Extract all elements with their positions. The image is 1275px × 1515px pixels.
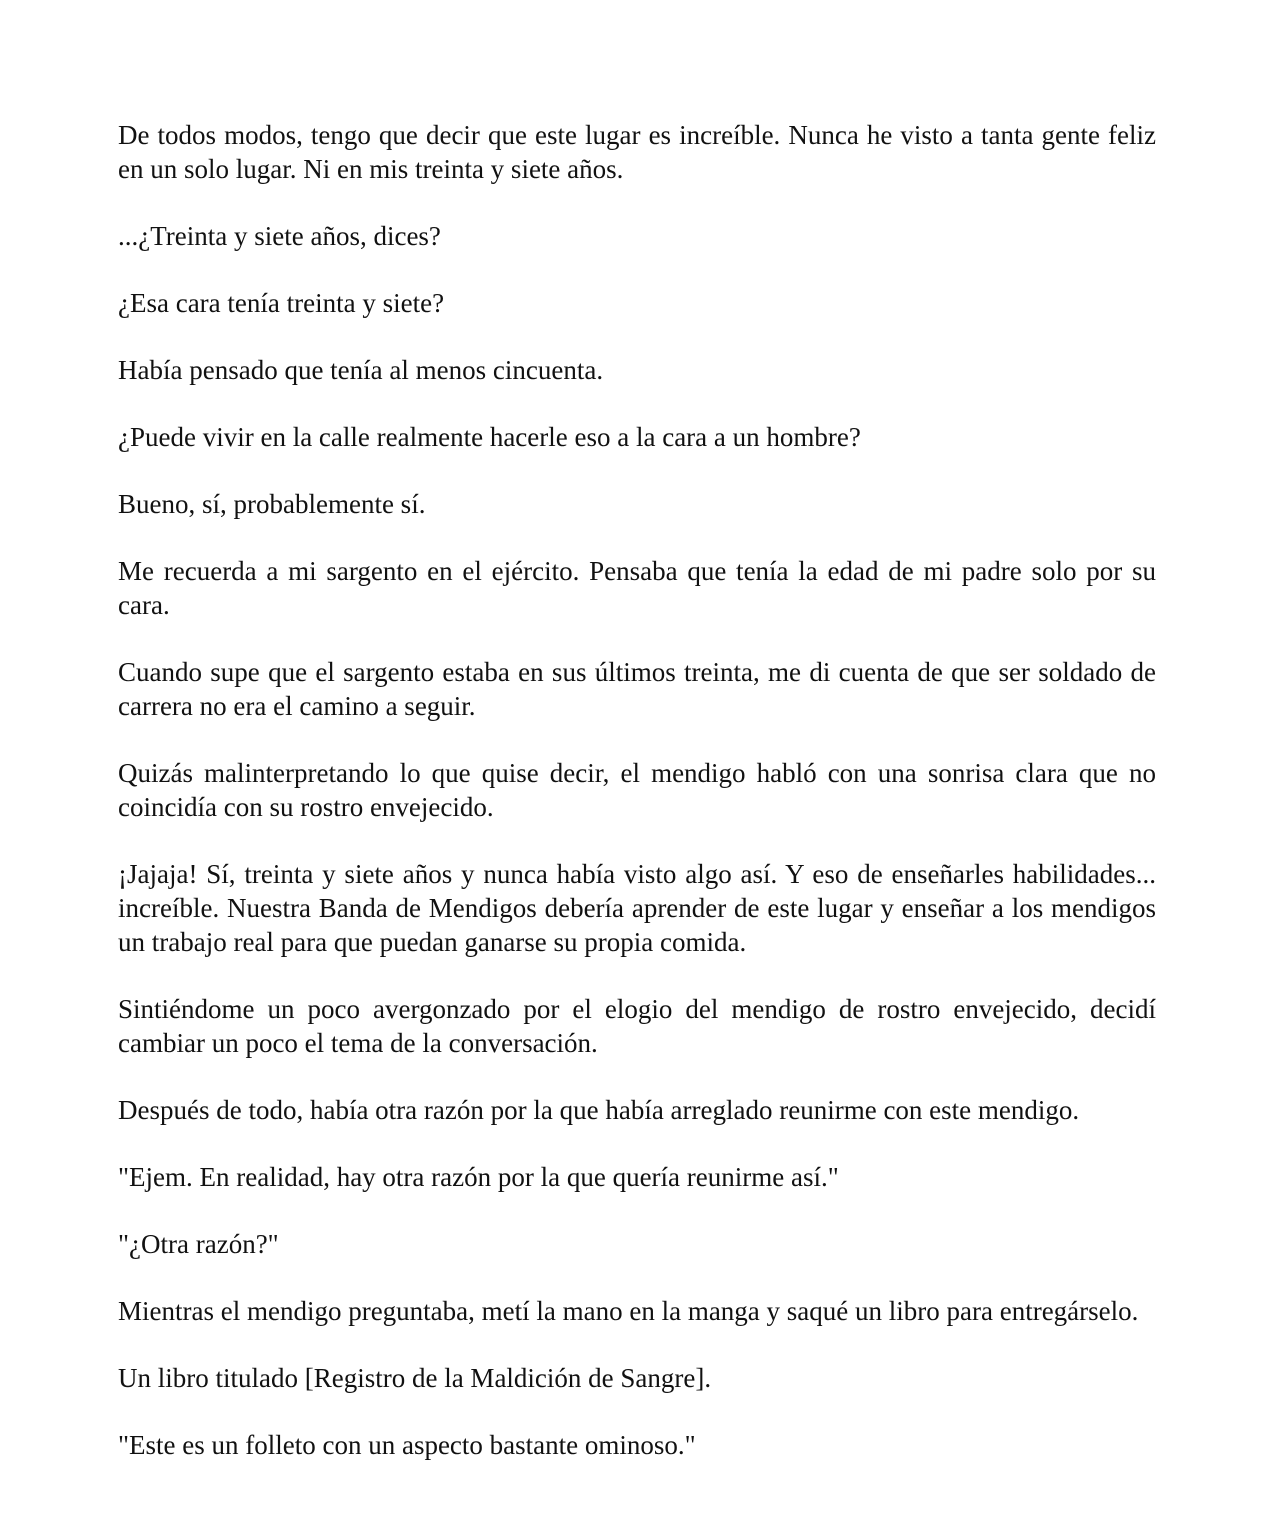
paragraph: "¿Otra razón?" [118, 1229, 279, 1259]
paragraph: Había pensado que tenía al menos cincuenta. [118, 355, 604, 385]
paragraph: Mientras el mendigo preguntaba, metí la mano en la manga y saqué un libro para entregárselo. [118, 1296, 1139, 1326]
paragraph: Me recuerda a mi sargento en el ejército. Pensaba que tenía la edad de mi padre solo por su cara. [118, 556, 1156, 620]
paragraph: "Ejem. En realidad, hay otra razón por la que quería reunirme así." [118, 1162, 839, 1192]
paragraph: De todos modos, tengo que decir que este lugar es increíble. Nunca he visto a tanta gente feliz en un solo lugar. Ni en mis treinta y siete años. [118, 120, 1156, 184]
paragraph: ¿Puede vivir en la calle realmente hacerle eso a la cara a un hombre? [118, 422, 861, 452]
paragraph: Quizás malinterpretando lo que quise decir, el mendigo habló con una sonrisa clara que no coincidía con su rostro envejecido. [118, 758, 1156, 822]
document-page [118, 118, 1156, 1495]
paragraph: Sintiéndome un poco avergonzado por el elogio del mendigo de rostro envejecido, decidí cambiar un poco el tema de la conversación. [118, 994, 1156, 1058]
paragraph: Bueno, sí, probablemente sí. [118, 489, 426, 519]
paragraph: "Este es un folleto con un aspecto bastante ominoso." [118, 1430, 696, 1460]
paragraph: ¿Esa cara tenía treinta y siete? [118, 288, 445, 318]
paragraph: ¡Jajaja! Sí, treinta y siete años y nunca había visto algo así. Y eso de enseñarles habilidades... increíble. Nuestra Banda de Mendigos debería aprender de este lugar y enseñar a los mendigos un trabajo real para que puedan ganarse su propia comida. [118, 859, 1156, 957]
paragraph: Después de todo, había otra razón por la que había arreglado reunirme con este mendigo. [118, 1095, 1080, 1125]
paragraph: Cuando supe que el sargento estaba en sus últimos treinta, me di cuenta de que ser soldado de carrera no era el camino a seguir. [118, 657, 1156, 721]
paragraph: Un libro titulado [Registro de la Maldición de Sangre]. [118, 1363, 712, 1393]
paragraph: ...¿Treinta y siete años, dices? [118, 221, 441, 251]
